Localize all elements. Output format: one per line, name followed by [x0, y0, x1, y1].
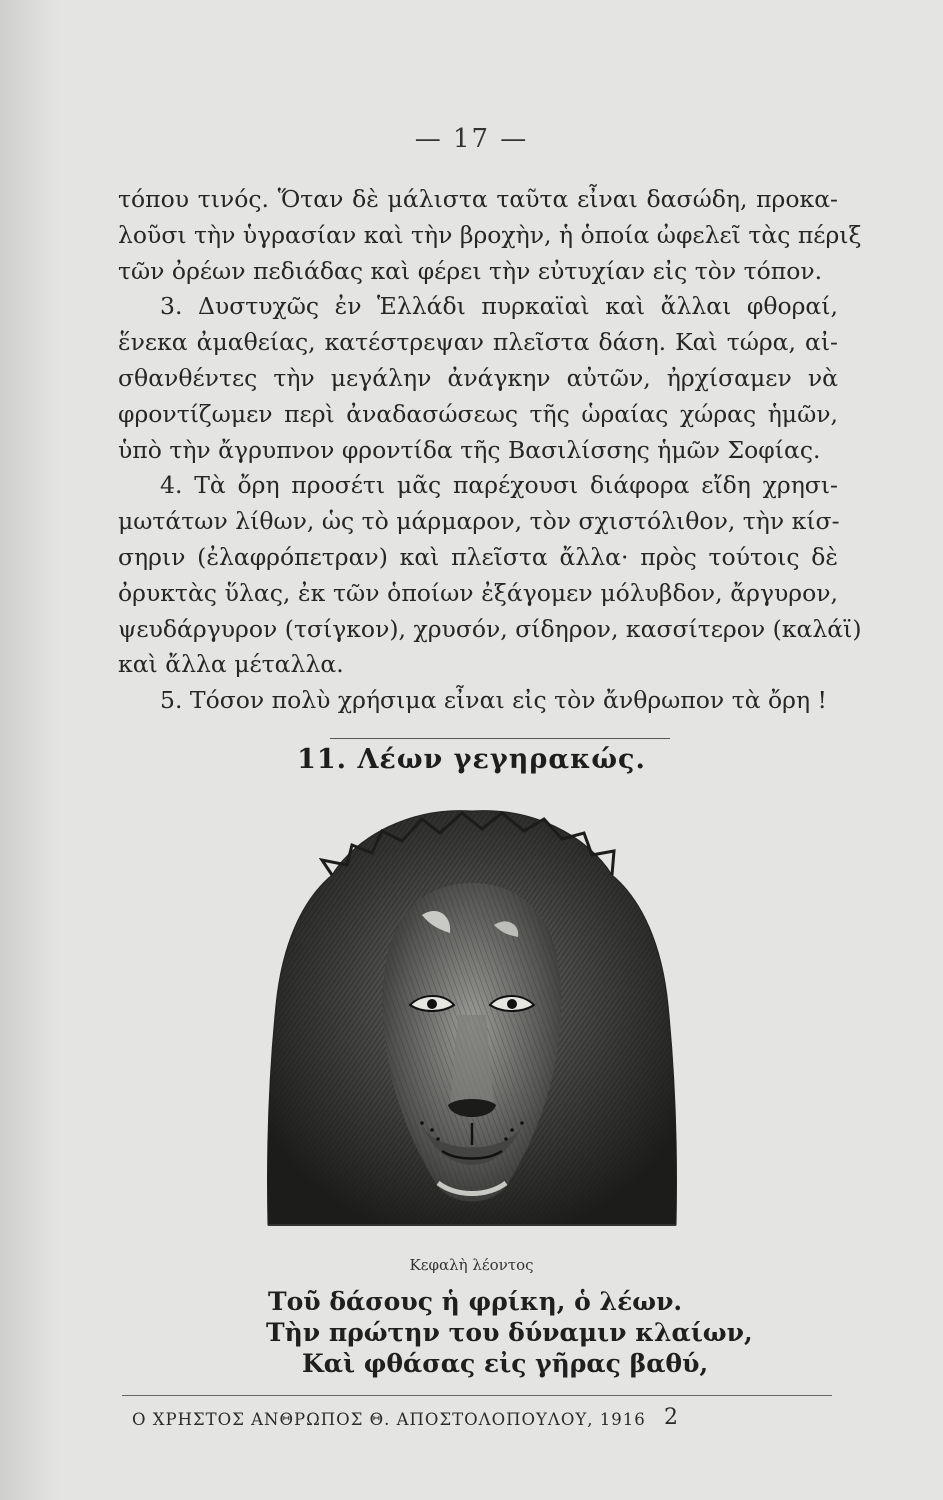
body-line: τόπου τινός. Ὅταν δὲ μάλιστα ταῦτα εἶναι δασώδη, προκα-	[118, 185, 838, 213]
poem-line: Καὶ φθάσας εἰς γῆρας βαθύ,	[302, 1349, 709, 1378]
body-text	[118, 182, 862, 719]
body-line: φροντίζωμεν περὶ ἀναδασώσεως τῆς ὡραίας χώρας ἡμῶν,	[118, 399, 838, 428]
poem	[0, 1286, 943, 1379]
body-line: ὑπὸ τὴν ἄγρυπνον φροντίδα τῆς Βασιλίσσης ἡμῶν Σοφίας.	[118, 435, 821, 464]
printer-signature-mark: 2	[663, 1405, 678, 1430]
body-line: ψευδάργυρον (τσίγκον), χρυσόν, σίδηρον, κασσίτερον (καλάϊ)	[118, 614, 862, 643]
body-line: σθανθέντες τὴν μεγάλην ἀνάγκην αὐτῶν, ἠρχίσαμεν νὰ	[118, 363, 838, 392]
footer	[132, 1405, 832, 1430]
body-line: τῶν ὀρέων πεδιάδας καὶ φέρει τὴν εὐτυχίαν εἰς τὸν τόπον.	[118, 256, 823, 285]
poem-line: Τὴν πρώτην του δύναμιν κλαίων,	[266, 1318, 753, 1347]
body-line: ὀρυκτὰς ὕλας, ἐκ τῶν ὁποίων ἐξάγομεν μόλυβδον, ἄργυρον,	[118, 578, 838, 607]
body-line: ἕνεκα ἀμαθείας, κατέστρεψαν πλεῖστα δάση. Καὶ τώρα, αἰ-	[118, 328, 838, 357]
lion-head-illustration	[262, 805, 682, 1240]
body-line: σηριν (ἐλαφρόπετραν) καὶ πλεῖστα ἄλλα· πρὸς τούτοις δὲ	[118, 542, 838, 571]
section-title: 11. Λέων γεγηρακώς.	[297, 744, 646, 775]
footer-divider	[122, 1395, 832, 1396]
section-divider	[330, 738, 670, 739]
body-line: καὶ ἄλλα μέταλλα.	[118, 650, 344, 679]
figure-caption: Κεφαλὴ λέοντος	[409, 1256, 534, 1274]
footer-publisher-line: Ο ΧΡΗΣΤΟΣ ΑΝΘΡΩΠΟΣ Θ. ΑΠΟΣΤΟΛΟΠΟΥΛΟΥ, 1916	[132, 1410, 646, 1429]
poem-line: Τοῦ δάσους ἡ φρίκη, ὁ λέων.	[268, 1287, 683, 1316]
body-line: λοῦσι τὴν ὑγρασίαν καὶ τὴν βροχὴν, ἡ ὁποία ὠφελεῖ τὰς πέριξ	[118, 220, 862, 249]
page-number: — 17 —	[414, 124, 529, 154]
body-line: 3. Δυστυχῶς ἐν Ἑλλάδι πυρκαϊαὶ καὶ ἄλλαι φθοραί,	[160, 292, 838, 321]
body-line: 4. Τὰ ὄρη προσέτι μᾶς παρέχουσι διάφορα εἴδη χρησι-	[160, 471, 838, 500]
body-line: μωτάτων λίθων, ὡς τὸ μάρμαρον, τὸν σχιστόλιθον, τὴν κίσ-	[118, 507, 840, 536]
body-line: 5. Τόσον πολὺ χρήσιμα εἶναι εἰς τὸν ἄνθρωπον τὰ ὄρη !	[160, 686, 827, 715]
